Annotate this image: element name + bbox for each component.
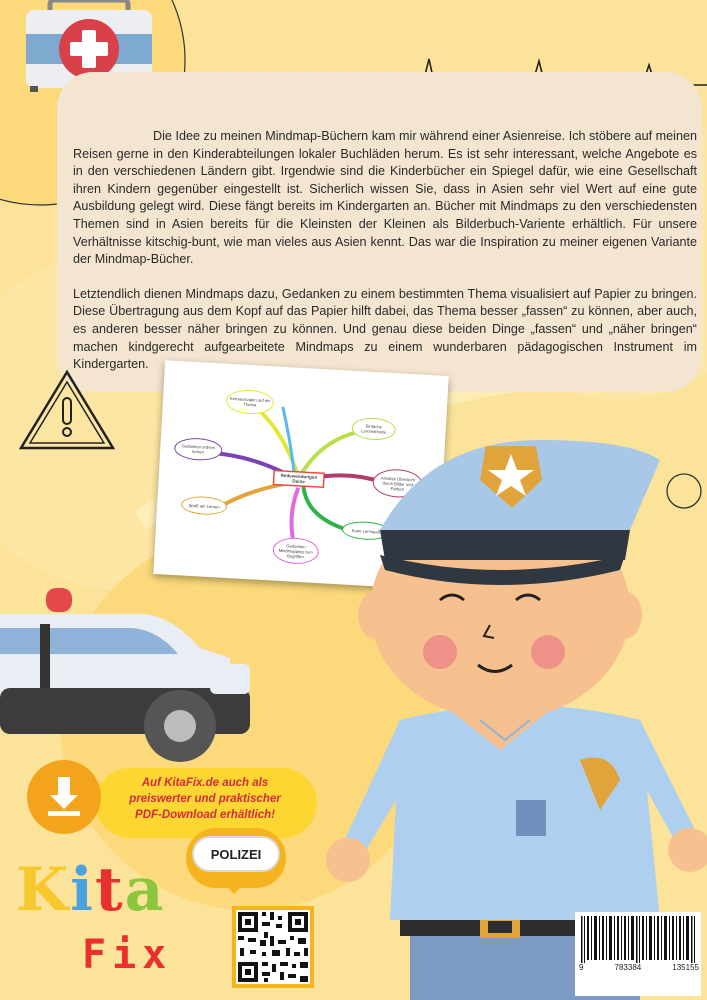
paragraph-1: Die Idee zu meinen Mindmap-Büchern kam mir während einer Asienreise. Ich stöbere auf meinen Reisen gerne in den Kinderabteilungen lokaler Buchläden herum. Es ist sehr interessant, welche Angebote es in den verschiedenen Ländern gibt. Irgendwie sind die Kinderbücher ein Spiegel dafür, wie eine Gesellschaft ihren Kindern gegenüber eingestellt ist. Sicherlich wissen Sie, dass in Asien sehr viel Wert auf eine gute Ausbildung gelegt wird. Diese fängt bereits im Kindergarten an. Bücher mit Mindmaps zu den verschiedensten Themen sind in Asien bereits für die Kleinsten der Kleinen als Bilderbuch-Variente erhältlich. Für unsere Verhältnisse kitschig-bunt, wie man vieles aus Asien kennt. Das war die Inspiration zu meiner eigenen Variante der Mindmap-Bücher. [73, 129, 697, 267]
logo-letter: a [124, 855, 166, 925]
mindmap-node: Gedanken Mindmapping zum Begriffen [272, 537, 319, 566]
mindmap-center: Redewendungen Deine [280, 472, 318, 485]
police-car [0, 588, 255, 763]
download-line-1: Auf KitaFix.de auch als [141, 777, 269, 789]
logo-fix: Fix [82, 932, 173, 978]
download-icon [40, 773, 88, 821]
paragraph-2: Letztendlich dienen Mindmaps dazu, Gedanken zu einem bestimmten Thema visualisiert auf Papier zu bringen. Diese Übertragung aus dem Kopf auf das Papier hilft dabei, das Thema besser „fassen“ zu können, aber auch, es anderen besser näher bringen zu können. Und genau diese beiden Dinge „fassen“ und „näher bringen“ machen kindgerecht aufgearbeitete Mindmaps zu einem wunderbaren pädagogischen Instrument im Kindergarten. [73, 286, 697, 372]
mindmap-node: Ansätze Übersicht durch Bilder und Farben [372, 468, 423, 499]
qr-code[interactable] [232, 906, 314, 988]
barcode-digit-group: 783384 [614, 963, 642, 972]
barcode-digit-group: 135155 [672, 963, 699, 972]
logo-kita [16, 855, 166, 925]
mindmap-node: Spaß am Lernen [181, 495, 228, 516]
mindmap-node: Gedanken ordnen lernen [174, 437, 223, 462]
mindmap-node: Einfache Lernmethode [351, 417, 396, 441]
barcode-digit-group: 9 [579, 963, 584, 972]
download-line-2: preiswerter und praktischer [129, 793, 281, 805]
polizei-label: POLIZEI [192, 836, 280, 872]
body-text [73, 128, 697, 391]
mindmap-node: Kernaussagen auf ein Thema [225, 389, 274, 416]
download-text[interactable] [100, 775, 310, 823]
badge-pointer [222, 882, 246, 896]
warning-triangle-icon [18, 368, 116, 452]
logo-letter: t [94, 855, 125, 925]
barcode-bars [575, 912, 701, 964]
mindmap-node: Kann Lernspaß [342, 520, 391, 541]
barcode-number [577, 963, 701, 972]
logo-letter: K [16, 855, 71, 925]
logo-letter: i [70, 855, 95, 925]
download-line-3: PDF-Download erhältlich! [135, 809, 275, 821]
barcode [575, 912, 701, 996]
